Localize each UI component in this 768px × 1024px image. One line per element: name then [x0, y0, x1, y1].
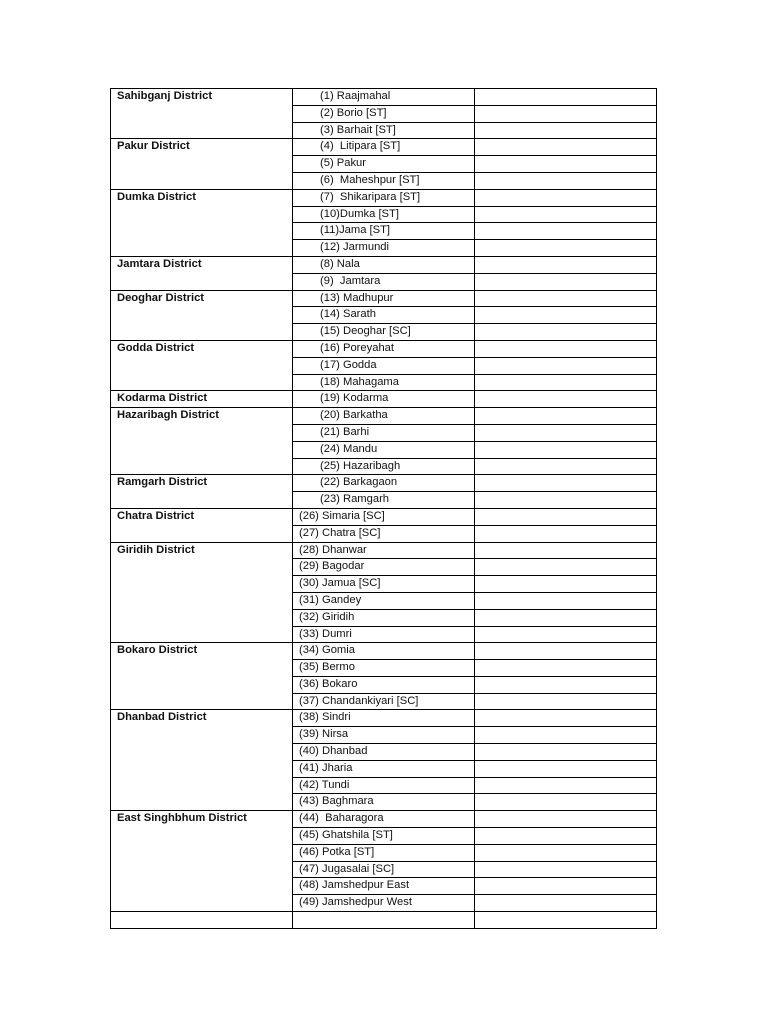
empty-cell: [475, 458, 657, 475]
constituency-cell: (27) Chatra [SC]: [293, 525, 475, 542]
empty-cell: [475, 777, 657, 794]
district-name-cell: Deoghar District: [111, 290, 293, 340]
constituency-cell: (24) Mandu: [293, 441, 475, 458]
empty-cell: [475, 794, 657, 811]
table-row: [111, 508, 657, 525]
district-name-cell: Chatra District: [111, 508, 293, 542]
table-row: [111, 340, 657, 357]
table-row: [111, 139, 657, 156]
constituency-cell: (12) Jarmundi: [293, 240, 475, 257]
constituency-cell: (14) Sarath: [293, 307, 475, 324]
empty-cell: [475, 340, 657, 357]
district-name-cell: Giridih District: [111, 542, 293, 643]
table-row: [111, 290, 657, 307]
constituency-cell: (13) Madhupur: [293, 290, 475, 307]
table-row: [111, 643, 657, 660]
constituency-cell: (17) Godda: [293, 357, 475, 374]
empty-cell: [475, 660, 657, 677]
empty-cell: [475, 256, 657, 273]
district-name-cell: East Singhbhum District: [111, 811, 293, 912]
empty-cell: [475, 895, 657, 912]
district-name-cell: Ramgarh District: [111, 475, 293, 509]
table-body: [111, 89, 657, 929]
empty-cell: [111, 912, 293, 929]
constituency-cell: (40) Dhanbad: [293, 744, 475, 761]
empty-cell: [475, 525, 657, 542]
empty-cell: [475, 89, 657, 106]
empty-cell: [475, 492, 657, 509]
empty-cell: [475, 357, 657, 374]
empty-cell: [475, 240, 657, 257]
empty-cell: [475, 693, 657, 710]
empty-cell: [475, 508, 657, 525]
empty-cell: [475, 912, 657, 929]
empty-cell: [475, 727, 657, 744]
constituency-cell: (20) Barkatha: [293, 408, 475, 425]
table-row: [111, 391, 657, 408]
empty-cell: [475, 475, 657, 492]
table-row: [111, 89, 657, 106]
constituency-cell: (37) Chandankiyari [SC]: [293, 693, 475, 710]
empty-cell: [475, 122, 657, 139]
empty-cell: [475, 424, 657, 441]
empty-cell: [475, 273, 657, 290]
empty-cell: [475, 861, 657, 878]
constituency-cell: (25) Hazaribagh: [293, 458, 475, 475]
empty-cell: [475, 626, 657, 643]
empty-cell: [475, 609, 657, 626]
empty-cell: [475, 139, 657, 156]
constituency-cell: (9) Jamtara: [293, 273, 475, 290]
constituency-cell: (48) Jamshedpur East: [293, 878, 475, 895]
empty-cell: [475, 878, 657, 895]
constituency-cell: (8) Nala: [293, 256, 475, 273]
constituency-cell: (32) Giridih: [293, 609, 475, 626]
empty-cell: [475, 324, 657, 341]
constituency-cell: (34) Gomia: [293, 643, 475, 660]
empty-cell: [475, 441, 657, 458]
empty-cell: [475, 172, 657, 189]
empty-cell: [475, 307, 657, 324]
empty-cell: [475, 828, 657, 845]
table-row: [111, 811, 657, 828]
constituency-cell: (4) Litipara [ST]: [293, 139, 475, 156]
empty-cell: [475, 105, 657, 122]
empty-cell: [475, 844, 657, 861]
constituency-cell: (10)Dumka [ST]: [293, 206, 475, 223]
empty-cell: [475, 643, 657, 660]
empty-cell: [475, 290, 657, 307]
empty-cell: [475, 676, 657, 693]
constituency-cell: (45) Ghatshila [ST]: [293, 828, 475, 845]
empty-cell: [475, 559, 657, 576]
constituency-cell: (21) Barhi: [293, 424, 475, 441]
empty-cell: [475, 391, 657, 408]
constituency-cell: (36) Bokaro: [293, 676, 475, 693]
district-constituency-table: [110, 88, 657, 929]
table-row: [111, 189, 657, 206]
constituency-cell: (16) Poreyahat: [293, 340, 475, 357]
table-row-empty: [111, 912, 657, 929]
district-name-cell: Jamtara District: [111, 256, 293, 290]
constituency-cell: (29) Bagodar: [293, 559, 475, 576]
district-name-cell: Pakur District: [111, 139, 293, 189]
empty-cell: [475, 408, 657, 425]
constituency-cell: (1) Raajmahal: [293, 89, 475, 106]
constituency-cell: (11)Jama [ST]: [293, 223, 475, 240]
constituency-cell: (44) Baharagora: [293, 811, 475, 828]
constituency-cell: (2) Borio [ST]: [293, 105, 475, 122]
empty-cell: [475, 592, 657, 609]
constituency-cell: (6) Maheshpur [ST]: [293, 172, 475, 189]
empty-cell: [475, 542, 657, 559]
table-row: [111, 256, 657, 273]
empty-cell: [475, 223, 657, 240]
constituency-cell: (46) Potka [ST]: [293, 844, 475, 861]
empty-cell: [475, 811, 657, 828]
constituency-cell: (28) Dhanwar: [293, 542, 475, 559]
constituency-cell: (22) Barkagaon: [293, 475, 475, 492]
constituency-cell: (30) Jamua [SC]: [293, 576, 475, 593]
constituency-cell: (7) Shikaripara [ST]: [293, 189, 475, 206]
constituency-cell: (18) Mahagama: [293, 374, 475, 391]
table-row: [111, 475, 657, 492]
constituency-cell: (31) Gandey: [293, 592, 475, 609]
empty-cell: [475, 206, 657, 223]
table-row: [111, 710, 657, 727]
empty-cell: [475, 760, 657, 777]
district-name-cell: Bokaro District: [111, 643, 293, 710]
constituency-cell: (38) Sindri: [293, 710, 475, 727]
constituency-cell: (43) Baghmara: [293, 794, 475, 811]
constituency-cell: (39) Nirsa: [293, 727, 475, 744]
constituency-cell: (42) Tundi: [293, 777, 475, 794]
empty-cell: [475, 189, 657, 206]
constituency-cell: (35) Bermo: [293, 660, 475, 677]
constituency-cell: (3) Barhait [ST]: [293, 122, 475, 139]
district-name-cell: Dumka District: [111, 189, 293, 256]
district-name-cell: Dhanbad District: [111, 710, 293, 811]
district-name-cell: Hazaribagh District: [111, 408, 293, 475]
empty-cell: [475, 710, 657, 727]
constituency-cell: (19) Kodarma: [293, 391, 475, 408]
table-row: [111, 408, 657, 425]
district-name-cell: Sahibganj District: [111, 89, 293, 139]
constituency-cell: (26) Simaria [SC]: [293, 508, 475, 525]
empty-cell: [475, 576, 657, 593]
district-name-cell: Kodarma District: [111, 391, 293, 408]
empty-cell: [293, 912, 475, 929]
constituency-cell: (41) Jharia: [293, 760, 475, 777]
empty-cell: [475, 156, 657, 173]
district-name-cell: Godda District: [111, 340, 293, 390]
constituency-cell: (5) Pakur: [293, 156, 475, 173]
table-row: [111, 542, 657, 559]
constituency-cell: (33) Dumri: [293, 626, 475, 643]
empty-cell: [475, 374, 657, 391]
constituency-cell: (15) Deoghar [SC]: [293, 324, 475, 341]
constituency-cell: (23) Ramgarh: [293, 492, 475, 509]
constituency-cell: (49) Jamshedpur West: [293, 895, 475, 912]
empty-cell: [475, 744, 657, 761]
constituency-cell: (47) Jugasalai [SC]: [293, 861, 475, 878]
